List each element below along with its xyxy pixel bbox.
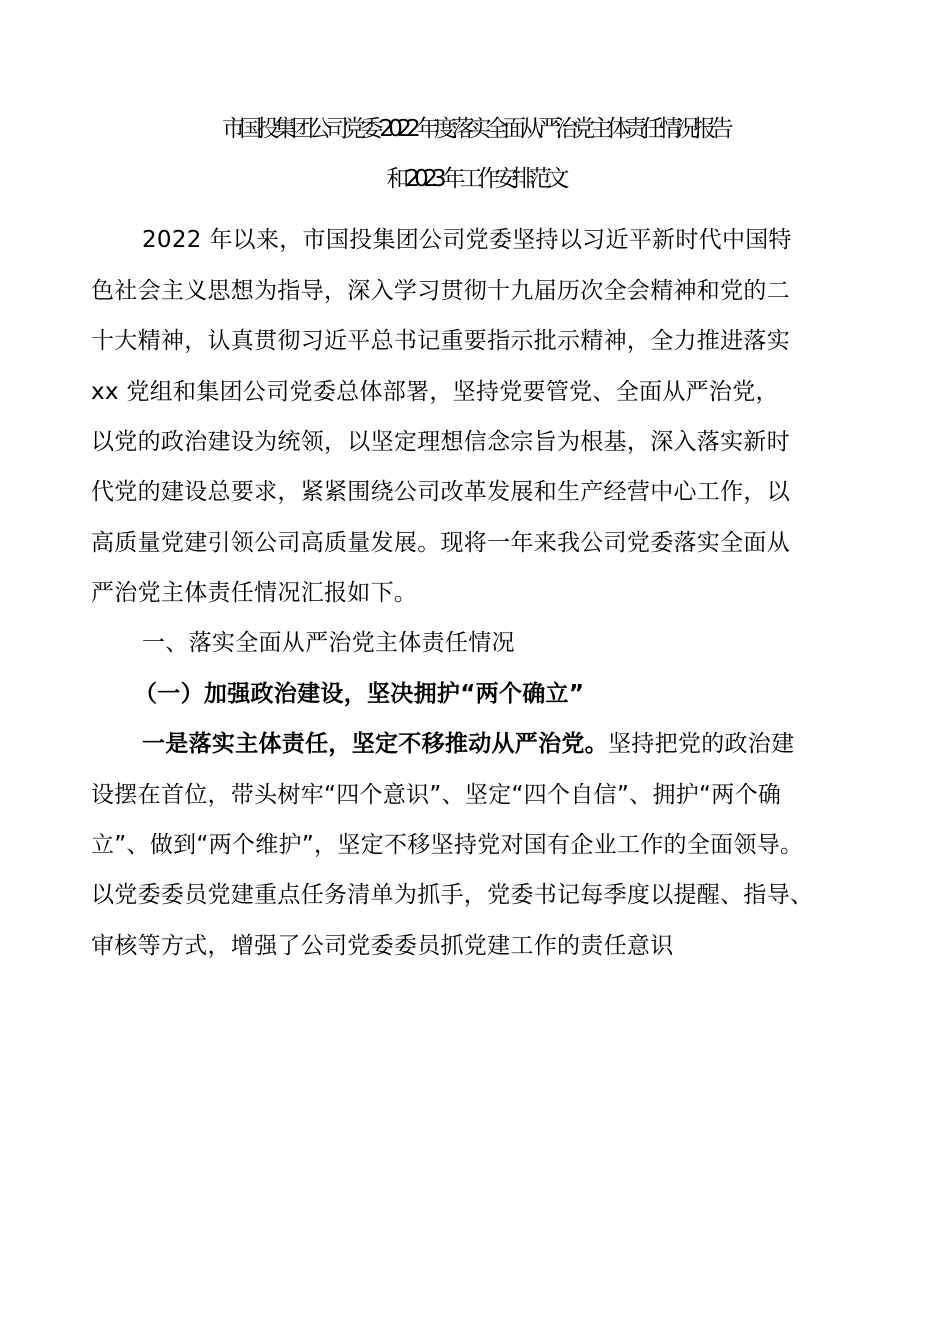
point-lead-bold: 一是落实主体责任，坚定不移推动从严治党。 [142, 731, 608, 757]
intro-paragraph-line: 色社会主义思想为指导，深入学习贯彻十九届历次全会精神和党的二 [91, 278, 790, 304]
point-paragraph-line: 以党委委员党建重点任务清单为抓手，党委书记每季度以提醒、指导、 [91, 882, 814, 908]
intro-paragraph-line: 严治党主体责任情况汇报如下。 [91, 580, 418, 606]
section-heading: 一、落实全面从严治党主体责任情况 [142, 630, 515, 656]
point-paragraph-line: 审核等方式，增强了公司党委委员抓党建工作的责任意识 [91, 933, 674, 959]
intro-paragraph-line: 高质量党建引领公司高质量发展。现将一年来我公司党委落实全面从 [91, 530, 790, 556]
document-title-line-1: 市国投集团公司党委 2022 年度落实全面从严治党主体责任情况报告 [221, 116, 729, 142]
point-lead-rest: 坚持把党的政治建 [608, 731, 795, 757]
subsection-heading: （一）加强政治建设，坚决拥护“两个确立” [134, 681, 585, 707]
intro-paragraph-line: xx 党组和集团公司党委总体部署，坚持党要管党、全面从严治党， [91, 379, 779, 405]
intro-paragraph-line: 代党的建设总要求，紧紧围绕公司改革发展和生产经营中心工作，以 [91, 479, 790, 505]
intro-paragraph-line: 十大精神，认真贯彻习近平总书记重要指示批示精神，全力推进落实 [91, 328, 790, 354]
point-paragraph-first-line [142, 729, 794, 759]
intro-paragraph-line: 以党的政治建设为统领，以坚定理想信念宗旨为根基，深入落实新时 [91, 429, 790, 455]
document-title-line-2: 和 2023 年工作安排范文 [386, 166, 564, 192]
point-paragraph-line: 设摆在首位，带头树牢“四个意识”、坚定“四个自信”、拥护“两个确 [91, 782, 782, 808]
intro-paragraph-line: 2022 年以来，市国投集团公司党委坚持以习近平新时代中国特 [142, 227, 792, 253]
point-paragraph-line: 立”、做到“两个维护”，坚定不移坚持党对国有企业工作的全面领导。 [91, 832, 804, 858]
